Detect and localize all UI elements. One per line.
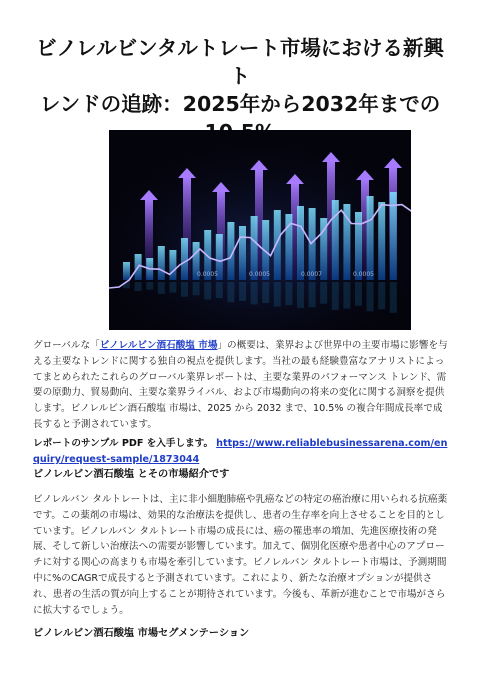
decor-bar-reflection xyxy=(309,282,316,307)
decor-bar xyxy=(378,202,385,280)
decor-bar-reflection xyxy=(274,282,281,307)
intro-paragraph xyxy=(33,338,448,433)
decor-bar-reflection xyxy=(355,282,362,306)
section-heading-intro: ビノレルビン酒石酸塩 とその市場紹介です xyxy=(33,469,230,480)
decor-bar-reflection xyxy=(251,282,258,304)
decor-tick-label: 0.0005 xyxy=(249,271,270,278)
title-line-2: レンドの追跡：2025年から2032年までの xyxy=(39,92,441,116)
decor-bar xyxy=(332,200,339,280)
decor-bar-reflection xyxy=(227,282,234,302)
hero-graphic xyxy=(109,130,411,330)
title-line-1: ビノレルビンタルトレート市場における新興ト xyxy=(36,36,444,88)
decor-bar-reflection xyxy=(343,282,350,309)
decor-bar-reflection xyxy=(390,282,397,313)
sample-request xyxy=(33,436,448,468)
sample-request-link[interactable]: https://www.reliablebusinessarena.com/enquiry/request-sample/1873044 xyxy=(33,438,448,465)
decor-bar-reflection xyxy=(135,282,142,291)
decor-bar-reflection xyxy=(216,282,223,298)
decor-bar xyxy=(297,206,304,280)
decor-bar-reflection xyxy=(367,282,374,311)
decor-bar-reflection xyxy=(181,282,188,297)
decor-bar xyxy=(239,226,246,280)
decor-bar xyxy=(169,250,176,280)
decor-bar-reflection xyxy=(320,282,327,304)
market-link[interactable]: ビノレルビン酒石酸塩 市場 xyxy=(99,340,218,351)
intro-text: 」の概要は、業界および世界中の主要市場に影響を与える主要なトレンドに関する独自の視点を提供します。当社の最も経験豊富なアナリストによってまとめられたこれらのグローバル業界レポートは、主要な業界のパフォーマンス トレンド、需要の原動力、貿易動向、主要な業界ライバル、および市場動向の将来の変化に関する洞察を提供します。ビノレルビン酒石酸塩 市場は、2025 から 2032 まで、10.5% の複合年間成長率で成長すると予測されています。 xyxy=(33,340,448,430)
stock-chart-image xyxy=(109,130,411,330)
decor-bar xyxy=(274,210,281,280)
decor-tick-label: 0.0007 xyxy=(301,271,322,278)
decor-bar-reflection xyxy=(297,282,304,308)
decor-bar xyxy=(367,196,374,280)
market-intro-paragraph: ビノレルバン タルトレートは、主に非小細胞肺癌や乳癌などの特定の癌治療に用いられる抗癌薬です。この薬剤の市場は、効果的な治療法を提供し、患者の生存率を向上させることを目的としています。ビノレルバン タルトレート市場の成長には、癌の罹患率の増加、先進医療技術の発展、そして新しい治療法への需要が影響しています。加えて、個別化医療や患者中心のアプローチに対する関心の高まりも市場を牽引しています。ビノレルバン タルトレート市場は、予測期間中に%のCAGRで成長すると予測されています。これにより、新たな治療オプションが提供され、患者の生活の質が向上することが期待されています。今後も、革新が進むことで市場がさらに拡大するでしょう。 xyxy=(33,494,448,616)
sample-label: レポートのサンプル PDF を入手します。 xyxy=(33,438,214,449)
decor-bar-reflection xyxy=(239,282,246,301)
decor-bar-reflection xyxy=(262,282,269,303)
decor-bar xyxy=(123,262,130,280)
decor-bar-reflection xyxy=(158,282,165,294)
decor-bar-reflection xyxy=(285,282,292,305)
decor-tick-label: 0.0005 xyxy=(197,271,218,278)
decor-bar xyxy=(355,212,362,280)
decor-bar xyxy=(158,246,165,280)
intro-prefix: グローバルな「 xyxy=(33,340,100,351)
decor-bar-reflection xyxy=(146,282,153,290)
decor-bar xyxy=(181,238,188,280)
decor-bar xyxy=(309,208,316,280)
section-heading-segmentation: ビノレルビン酒石酸塩 市場セグメンテーション xyxy=(33,628,250,639)
decor-bar-reflection xyxy=(204,282,211,300)
decor-tick-label: 0.0005 xyxy=(353,271,374,278)
decor-bar-reflection xyxy=(169,282,176,293)
decor-bar-reflection xyxy=(193,282,200,295)
decor-bar-reflection xyxy=(332,282,339,310)
decor-bar-reflection xyxy=(378,282,385,309)
